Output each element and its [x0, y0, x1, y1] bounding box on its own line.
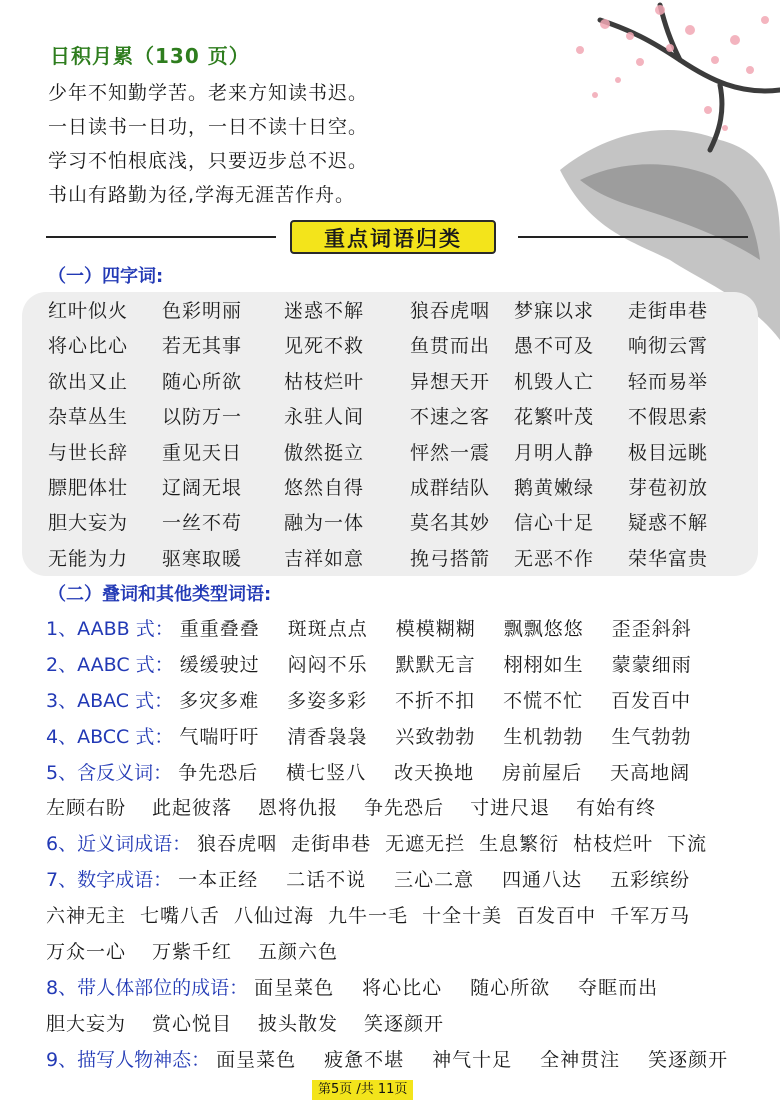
word-cell: 不假思索: [628, 406, 709, 429]
word-cell: 狼吞虎咽: [410, 300, 491, 322]
section2-title: （二）叠词和其他类型词语:: [48, 584, 272, 605]
word-item: 改天换地: [394, 761, 475, 784]
word-cell: 异想天开: [410, 370, 491, 393]
word-cell: 重见天日: [162, 441, 243, 464]
word-item: 百发百中: [516, 905, 597, 928]
four-character-words-grid: [48, 294, 748, 577]
word-item: 百发百中: [611, 689, 692, 712]
word-cell: 融为一体: [284, 512, 365, 535]
category-label: 7、数字成语：: [46, 869, 173, 892]
category-line: [46, 899, 758, 935]
accumulation-title: 日积月累（130 页）: [50, 44, 250, 68]
word-item: 生机勃勃: [503, 725, 584, 748]
word-cell: 走街串巷: [628, 300, 709, 322]
word-cell: 迷惑不解: [284, 300, 365, 322]
word-item: 狼吞虎咽: [197, 833, 278, 856]
word-cell: 与世长辞: [48, 441, 129, 464]
word-item: 寸进尺退: [470, 797, 551, 820]
word-item: 恩将仇报: [258, 797, 339, 820]
category-line: [46, 720, 758, 756]
word-item: 争先恐后: [178, 761, 259, 784]
word-item: 缓缓驶过: [179, 653, 260, 676]
word-cell: 永驻人间: [284, 406, 365, 429]
word-item: 清香袅袅: [287, 725, 368, 748]
word-item: 不慌不忙: [503, 689, 584, 712]
word-item: 随心所欲: [470, 976, 551, 999]
word-item: 笑逐颜开: [364, 1012, 445, 1035]
word-item: 多姿多彩: [287, 689, 368, 712]
word-cell: 驱寒取暖: [162, 547, 243, 570]
word-cell: 色彩明丽: [162, 300, 243, 322]
word-item: 将心比心: [362, 976, 443, 999]
word-item: 栩栩如生: [503, 653, 584, 676]
word-item: 默默无言: [395, 653, 476, 676]
word-row: [48, 471, 748, 506]
proverb-list: [48, 76, 368, 212]
word-cell: 一丝不苟: [162, 512, 243, 535]
word-cell: 梦寐以求: [514, 300, 595, 322]
word-cell: 胆大妄为: [48, 512, 129, 535]
word-item: 胆大妄为: [46, 1012, 127, 1035]
word-cell: 以防万一: [162, 406, 243, 429]
word-item: 千军万马: [610, 905, 691, 928]
word-row: [48, 400, 748, 435]
word-cell: 不速之客: [410, 406, 491, 429]
word-cell: 愚不可及: [514, 335, 595, 358]
word-cell: 信心十足: [514, 512, 595, 535]
word-item: 赏心悦目: [152, 1012, 233, 1035]
word-row: [48, 542, 748, 577]
word-cell: 成群结队: [410, 476, 491, 499]
word-item: 有始有终: [576, 797, 657, 820]
word-item: 斑斑点点: [287, 618, 368, 640]
word-item: 下流: [667, 833, 708, 856]
proverb-line: 少年不知勤学苦。老来方知读书迟。: [48, 82, 369, 104]
word-cell: 无能为力: [48, 547, 129, 570]
word-row: [48, 506, 748, 541]
word-item: 气喘吁吁: [179, 725, 260, 748]
word-item: 天高地阔: [610, 761, 691, 784]
word-item: 飘飘悠悠: [503, 618, 584, 640]
category-line: [46, 791, 758, 827]
word-item: 全神贯注: [540, 1048, 621, 1071]
word-cell: 随心所欲: [162, 370, 243, 393]
word-item: 万众一心: [46, 941, 127, 964]
word-cell: 红叶似火: [48, 300, 129, 322]
word-item: 面呈菜色: [216, 1048, 297, 1071]
category-line: [46, 935, 758, 971]
word-item: 争先恐后: [364, 797, 445, 820]
word-item: 闷闷不乐: [287, 653, 368, 676]
word-cell: 膘肥体壮: [48, 476, 129, 499]
word-item: 八仙过海: [234, 905, 315, 928]
category-line: [46, 612, 758, 648]
word-cell: 响彻云霄: [628, 335, 709, 358]
proverb-line: 书山有路勤为径,学海无涯苦作舟。: [48, 184, 356, 206]
category-label: 1、AABB 式：: [46, 618, 174, 640]
word-item: 六神无主: [46, 905, 127, 928]
word-item: 生息繁衍: [479, 833, 560, 856]
word-item: 走街串巷: [291, 833, 372, 856]
word-cell: 疑惑不解: [628, 512, 709, 535]
word-item: 兴致勃勃: [395, 725, 476, 748]
word-item: 夺眶而出: [578, 976, 659, 999]
word-item: 九牛一毛: [328, 905, 409, 928]
section1-title: （一）四字词:: [48, 266, 164, 287]
word-item: 多灾多难: [179, 689, 260, 712]
word-item: 疲惫不堪: [324, 1048, 405, 1071]
category-line: [46, 1007, 758, 1043]
word-item: 一本正经: [178, 869, 259, 892]
category-label: 9、描写人物神态：: [46, 1048, 211, 1071]
word-item: 枯枝烂叶: [573, 833, 654, 856]
category-line: [46, 756, 758, 792]
word-item: 二话不说: [286, 869, 367, 892]
word-item: 七嘴八舌: [140, 905, 221, 928]
word-item: 五颜六色: [258, 941, 339, 964]
word-cell: 辽阔无垠: [162, 476, 243, 499]
word-cell: 将心比心: [48, 335, 129, 358]
category-line: [46, 1043, 758, 1079]
word-cell: 见死不救: [284, 335, 365, 358]
category-label: 2、AABC 式：: [46, 653, 174, 676]
word-item: 歪歪斜斜: [611, 618, 692, 640]
section-banner: 重点词语归类: [290, 220, 496, 254]
word-row: [48, 436, 748, 471]
category-label: 6、近义词成语：: [46, 833, 192, 856]
word-cell: 荣华富贵: [628, 547, 709, 570]
word-item: 房前屋后: [502, 761, 583, 784]
category-line: [46, 971, 758, 1007]
category-label: 4、ABCC 式：: [46, 725, 174, 748]
word-item: 面呈菜色: [254, 976, 335, 999]
word-cell: 鹅黄嫩绿: [514, 476, 595, 499]
word-cell: 花繁叶茂: [514, 406, 595, 429]
page-footer: 第5页 /共 11页: [312, 1080, 413, 1100]
divider-left: [46, 236, 276, 238]
word-item: 万紫千红: [152, 941, 233, 964]
word-row: [48, 365, 748, 400]
word-item: 无遮无拦: [385, 833, 466, 856]
word-cell: 若无其事: [162, 335, 243, 358]
word-cell: 无恶不作: [514, 547, 595, 570]
word-cell: 枯枝烂叶: [284, 370, 365, 393]
word-row: [48, 294, 748, 329]
word-cell: 挽弓搭箭: [410, 547, 491, 570]
word-cell: 怦然一震: [410, 441, 491, 464]
proverb-line: 学习不怕根底浅，只要迈步总不迟。: [48, 150, 369, 172]
word-cell: 鱼贯而出: [410, 335, 491, 358]
category-line: [46, 648, 758, 684]
word-item: 左顾右盼: [46, 797, 127, 820]
word-item: 不折不扣: [395, 689, 476, 712]
category-line: [46, 863, 758, 899]
word-cell: 月明人静: [514, 441, 595, 464]
word-cell: 轻而易举: [628, 370, 709, 393]
word-cell: 吉祥如意: [284, 547, 365, 570]
word-item: 三心二意: [394, 869, 475, 892]
word-item: 横七竖八: [286, 761, 367, 784]
word-item: 四通八达: [502, 869, 583, 892]
word-item: 披头散发: [258, 1012, 339, 1035]
word-item: 神气十足: [432, 1048, 513, 1071]
word-cell: 极目远眺: [628, 441, 709, 464]
category-line: [46, 684, 758, 720]
word-cell: 莫名其妙: [410, 512, 491, 535]
word-cell: 欲出又止: [48, 370, 129, 393]
word-item: 此起彼落: [152, 797, 233, 820]
category-label: 5、含反义词：: [46, 761, 173, 784]
word-row: [48, 329, 748, 364]
word-cell: 傲然挺立: [284, 441, 365, 464]
divider-right: [518, 236, 748, 238]
proverb-line: 一日读书一日功，一日不读十日空。: [48, 116, 369, 138]
category-label: 8、带人体部位的成语：: [46, 976, 249, 999]
word-cell: 悠然自得: [284, 476, 365, 499]
word-item: 五彩缤纷: [610, 869, 691, 892]
word-item: 重重叠叠: [179, 618, 260, 640]
word-item: 笑逐颜开: [648, 1048, 729, 1071]
word-item: 十全十美: [422, 905, 503, 928]
word-item: 蒙蒙细雨: [611, 653, 692, 676]
category-label: 3、ABAC 式：: [46, 689, 174, 712]
word-cell: 机毁人亡: [514, 370, 595, 393]
word-item: 模模糊糊: [395, 618, 476, 640]
word-cell: 杂草丛生: [48, 406, 129, 429]
word-cell: 芽苞初放: [628, 476, 709, 499]
category-line: [46, 827, 758, 863]
word-item: 生气勃勃: [611, 725, 692, 748]
word-category-list: [46, 612, 758, 1079]
